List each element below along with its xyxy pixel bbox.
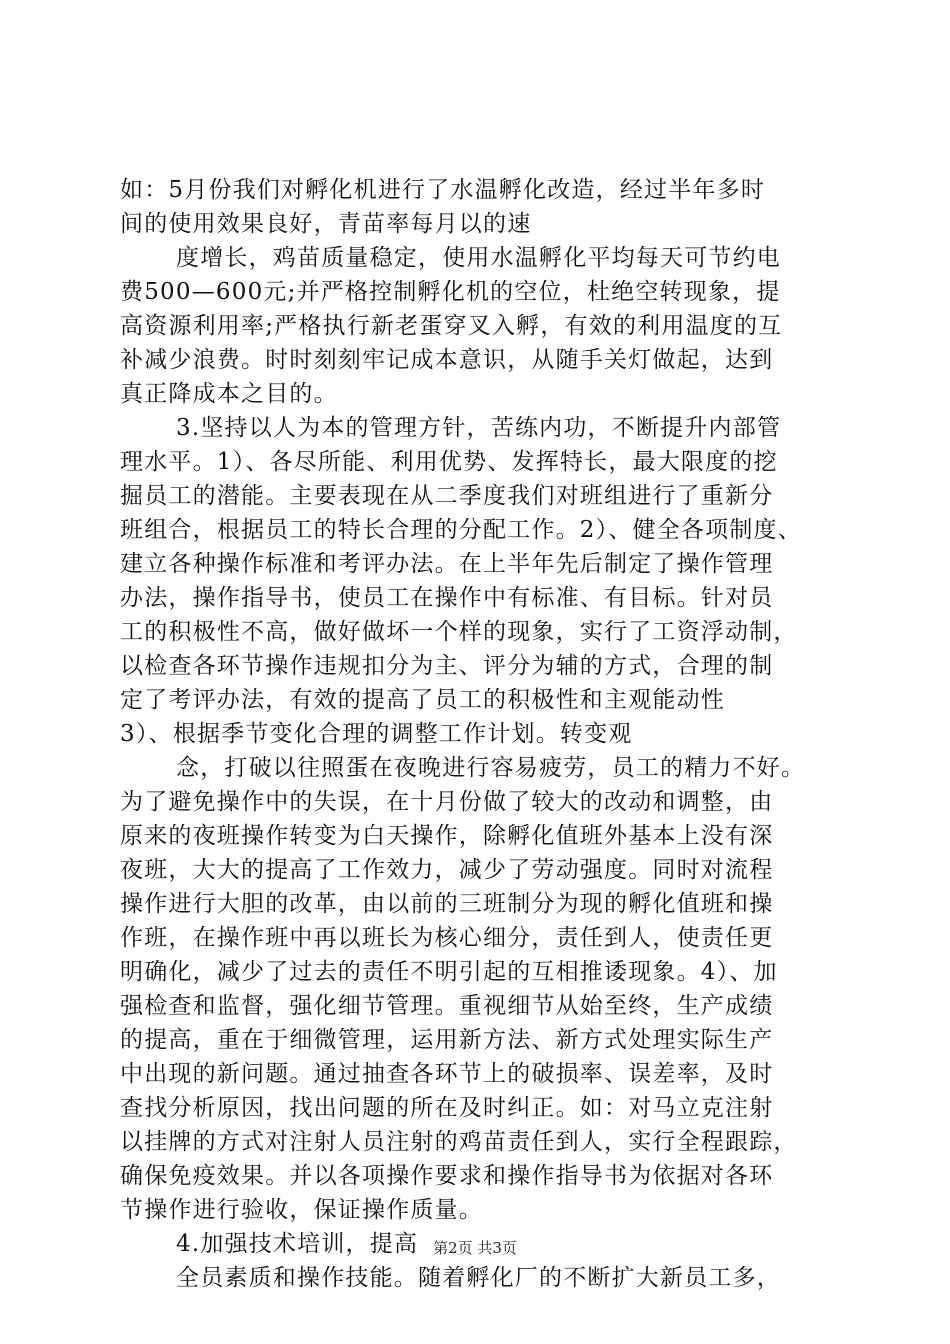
text-line: 费500—600元;并严格控制孵化机的空位，杜绝空转现象，提 xyxy=(120,279,781,305)
page-number-footer: 第2页 共3页 xyxy=(433,1239,517,1257)
text-line: 定了考评办法，有效的提高了员工的积极性和主观能动性 xyxy=(120,687,725,713)
text-line: 理水平。1）、各尽所能、利用优势、发挥特长，最大限度的挖 xyxy=(120,449,778,475)
text-line: 全员素质和操作技能。随着孵化厂的不断扩大新员工多， xyxy=(176,1265,781,1291)
text-line: 的提高，重在于细微管理，运用新方法、新方式处理实际生产 xyxy=(120,1027,774,1053)
text-line: 中出现的新问题。通过抽查各环节上的破损率、误差率，及时 xyxy=(120,1061,774,1087)
text-line: 建立各种操作标准和考评办法。在上半年先后制定了操作管理 xyxy=(120,551,774,577)
text-line: 作班，在操作班中再以班长为核心细分，责任到人，使责任更 xyxy=(120,925,774,951)
text-line: 为了避免操作中的失误，在十月份做了较大的改动和调整，由 xyxy=(120,789,774,815)
text-line: 确保免疫效果。并以各项操作要求和操作指导书为依据对各环 xyxy=(120,1163,774,1189)
text-line: 以挂牌的方式对注射人员注射的鸡苗责任到人，实行全程跟踪， xyxy=(120,1129,798,1155)
text-line: 高资源利用率;严格执行新老蛋穿叉入孵，有效的利用温度的互 xyxy=(120,313,783,339)
text-line: 强检查和监督，强化细节管理。重视细节从始至终，生产成绩 xyxy=(120,993,774,1019)
text-line: 度增长，鸡苗质量稳定，使用水温孵化平均每天可节约电 xyxy=(176,245,781,271)
text-line: 夜班，大大的提高了工作效力，减少了劳动强度。同时对流程 xyxy=(120,857,774,883)
text-line: 掘员工的潜能。主要表现在从二季度我们对班组进行了重新分 xyxy=(120,483,774,509)
text-line: 办法，操作指导书，使员工在操作中有标准、有目标。针对员 xyxy=(120,585,774,611)
text-line: 真正降成本之目的。 xyxy=(120,381,338,407)
text-line: 间的使用效果良好，青苗率每月以的速 xyxy=(120,211,532,237)
text-line: 3）、根据季节变化合理的调整工作计划。转变观 xyxy=(120,721,633,747)
text-line: 节操作进行验收，保证操作质量。 xyxy=(120,1197,483,1223)
text-line: 以检查各环节操作违规扣分为主、评分为辅的方式，合理的制 xyxy=(120,653,774,679)
text-line: 4.加强技术培训，提高 xyxy=(176,1231,419,1257)
text-line: 原来的夜班操作转变为白天操作，除孵化值班外基本上没有深 xyxy=(120,823,774,849)
text-line: 工的积极性不高，做好做坏一个样的现象，实行了工资浮动制， xyxy=(120,619,798,645)
document-body xyxy=(120,173,840,1295)
text-line: 补减少浪费。时时刻刻牢记成本意识，从随手关灯做起，达到 xyxy=(120,347,774,373)
text-line: 念，打破以往照蛋在夜晚进行容易疲劳，员工的精力不好。 xyxy=(176,755,806,781)
text-line: 操作进行大胆的改革，由以前的三班制分为现的孵化值班和操 xyxy=(120,891,774,917)
text-line: 查找分析原因，找出问题的所在及时纠正。如：对马立克注射 xyxy=(120,1095,774,1121)
text-line: 班组合，根据员工的特长合理的分配工作。2）、健全各项制度、 xyxy=(120,517,802,543)
text-line: 3.坚持以人为本的管理方针，苦练内功，不断提升内部管 xyxy=(176,415,782,441)
text-line: 如：5月份我们对孵化机进行了水温孵化改造，经过半年多时 xyxy=(120,177,766,203)
text-line: 明确化，减少了过去的责任不明引起的互相推诿现象。4）、加 xyxy=(120,959,778,985)
